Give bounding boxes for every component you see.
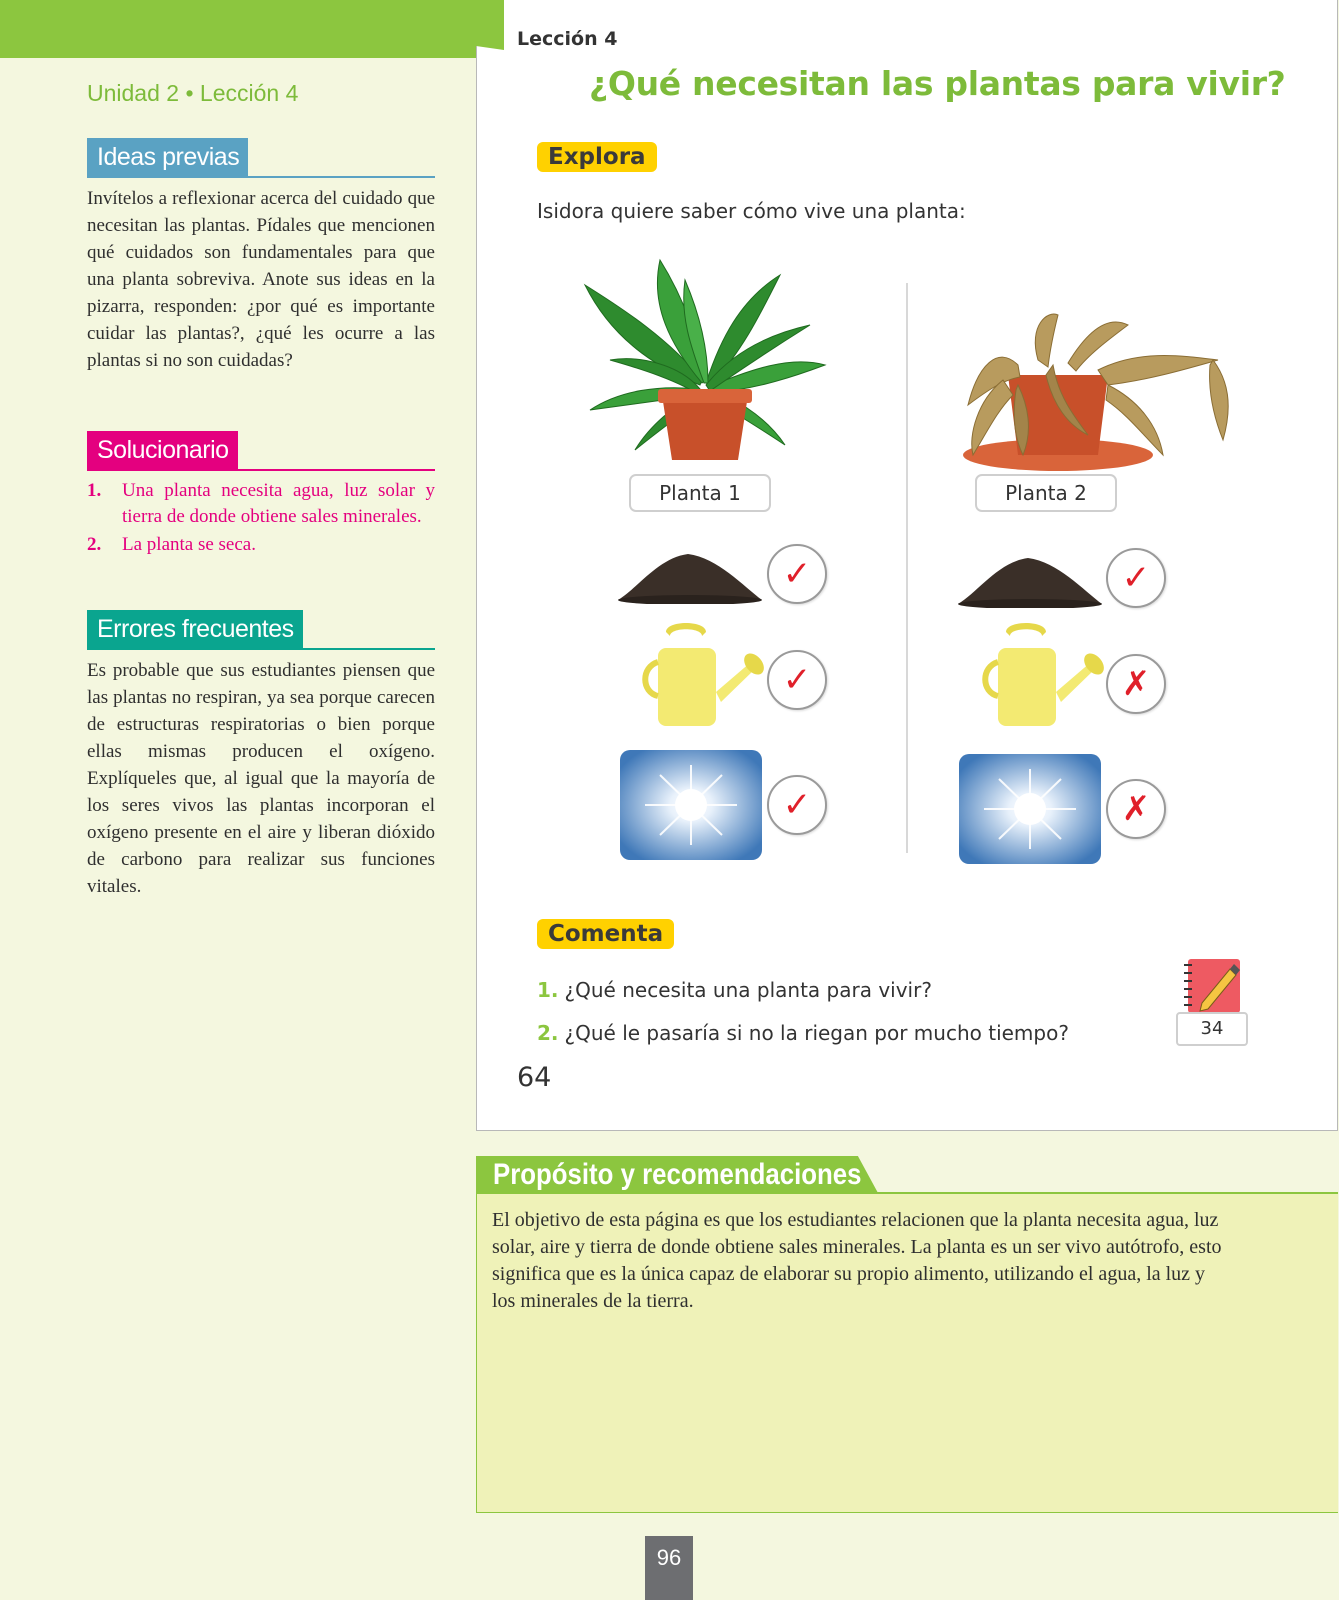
plant-1-label: Planta 1 <box>629 474 771 512</box>
student-page-number: 64 <box>517 1062 552 1093</box>
solucionario-heading: Solucionario <box>87 431 238 469</box>
solucionario-item <box>87 532 435 558</box>
errores-frecuentes-rule <box>87 648 435 650</box>
plant-1-sun-check: ✓ <box>767 775 827 835</box>
question-number: 2. <box>537 1021 559 1045</box>
solucionario-item-text: La planta se seca. <box>122 534 256 555</box>
guide-page-number: 96 <box>645 1536 693 1600</box>
notebook-page-number: 34 <box>1176 1012 1248 1046</box>
sun-sky-icon <box>959 754 1101 864</box>
plant-1-water-check: ✓ <box>767 650 827 710</box>
solucionario-item-text: Una planta necesita agua, luz solar y tierra de donde obtiene sales minerales. <box>122 480 435 527</box>
solucionario-item-number: 1. <box>87 480 102 501</box>
comenta-label: Comenta <box>537 919 674 949</box>
recommendations-heading: Propósito y recomendaciones <box>493 1158 862 1191</box>
plant-1-soil-check: ✓ <box>767 544 827 604</box>
watering-can-icon <box>636 622 766 732</box>
top-green-band <box>0 0 476 58</box>
solucionario-rule <box>87 469 435 471</box>
solucionario-item-number: 2. <box>87 534 102 555</box>
question-text: ¿Qué necesita una planta para vivir? <box>564 978 932 1002</box>
question-number: 1. <box>537 978 559 1002</box>
solucionario-list <box>87 478 435 560</box>
soil-pile-icon <box>618 548 762 604</box>
sun-sky-icon <box>620 750 762 860</box>
errores-frecuentes-text: Es probable que sus estudiantes piensen que las plantas no respiran, ya sea porque carecen de estructuras respiratorias o bien porque ellas mismas producen el oxígeno. Explíqueles que, al igual que la mayoría de los seres vivos las plantas incorporan el oxígeno presente en el aire y liberan dióxido de carbono para realizar sus funciones vitales. <box>87 660 435 897</box>
soil-pile-icon <box>958 552 1102 608</box>
healthy-plant-illustration <box>580 255 830 475</box>
question-item <box>537 1021 1069 1045</box>
lesson-corner-tab <box>476 0 504 50</box>
recommendations-text: El objetivo de esta página es que los estudiantes relacionen que la planta necesita agua, luz solar, aire y tierra de donde obtiene sales minerales. La planta es un ser vivo autótrofo, esto significa que es la única capaz de elaborar su propio alimento, utilizando el agua, la luz y los minerales de la tierra. <box>492 1209 1222 1312</box>
watering-can-icon <box>976 622 1106 732</box>
unit-lesson-label: Unidad 2 • Lección 4 <box>87 80 299 106</box>
question-text: ¿Qué le pasaría si no la riegan por mucho tiempo? <box>564 1021 1069 1045</box>
errores-frecuentes-heading: Errores frecuentes <box>87 610 303 648</box>
intro-text: Isidora quiere saber cómo vive una planta: <box>537 199 966 223</box>
explora-label: Explora <box>537 142 657 172</box>
plant-2-label: Planta 2 <box>975 474 1117 512</box>
ideas-previas-rule <box>87 176 435 178</box>
page-title: ¿Qué necesitan las plantas para vivir? <box>589 64 1286 103</box>
dried-plant-illustration <box>958 305 1258 475</box>
ideas-previas-heading: Ideas previas <box>87 138 248 176</box>
solucionario-item <box>87 478 435 530</box>
notebook-pencil-icon <box>1180 955 1260 1017</box>
errores-frecuentes-header <box>87 610 435 650</box>
student-lesson-label: Lección 4 <box>517 28 618 50</box>
plant-2-soil-check: ✓ <box>1106 548 1166 608</box>
ideas-previas-text: Invítelos a reflexionar acerca del cuidado que necesitan las plantas. Pídales que mencionen qué cuidados son fundamentales para que una planta sobreviva. Anote sus ideas en la pizarra, responden: ¿por qué es importante cuidar las plantas?, ¿qué les ocurre a las plantas si no son cuidadas? <box>87 188 435 371</box>
plant-2-water-check: ✗ <box>1106 654 1166 714</box>
solucionario-header <box>87 431 435 471</box>
plant-2-sun-check: ✗ <box>1106 779 1166 839</box>
plants-divider <box>906 283 908 853</box>
question-item <box>537 978 932 1002</box>
ideas-previas-header <box>87 138 435 178</box>
